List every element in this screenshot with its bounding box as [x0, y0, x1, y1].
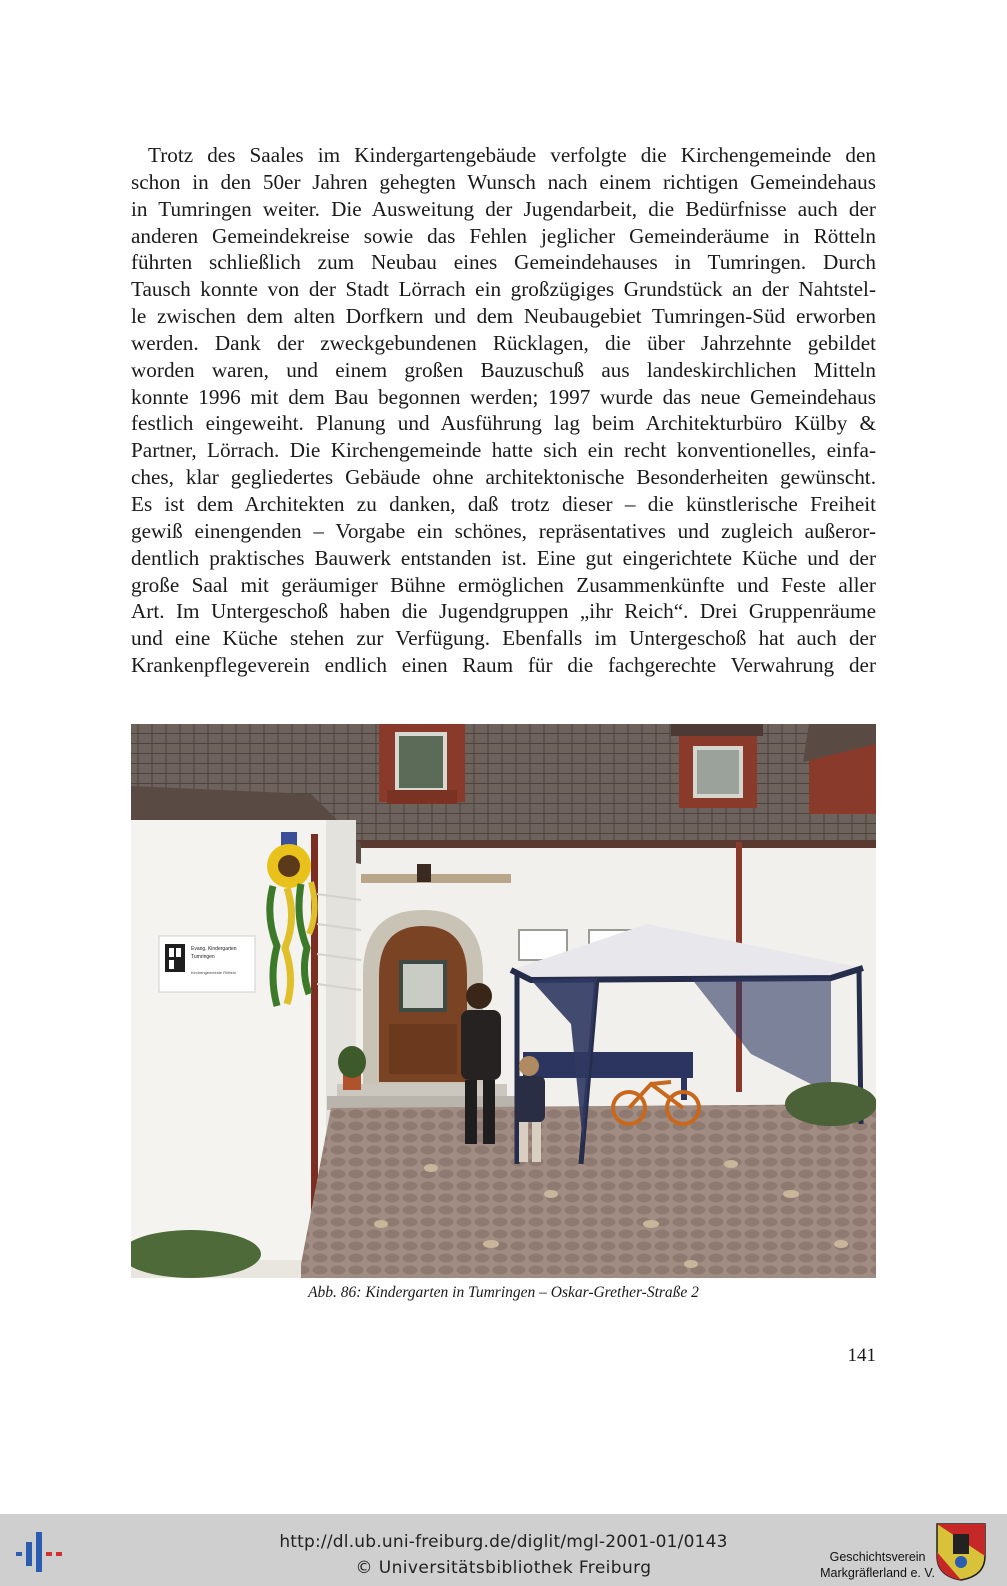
society-name	[820, 1549, 935, 1581]
body-text-line: dentlich praktisches Bauwerk entstanden ist. Eine gut eingerichtete Küche und der	[131, 545, 876, 570]
body-text-line: werden. Dank der zweckgebundenen Rücklagen, die über Jahrzehnte gebildet	[131, 330, 876, 355]
sign-text-line-3: Kirchengemeinde Rötteln	[191, 970, 236, 975]
body-text-line: schon in den 50er Jahren gehegten Wunsch nach einem richtigen Gemeindehaus	[131, 169, 876, 194]
body-text-line: gewiß einengenden – Vorgabe ein schönes, repräsentatives und zugleich außeror-	[131, 518, 876, 543]
society-name-line-2: Markgräflerland e. V.	[820, 1566, 935, 1580]
body-text-line: ches, klar gegliedertes Gebäude ohne architektonische Besonderheiten gewünscht.	[131, 465, 876, 490]
body-text-line: in Tumringen weiter. Die Ausweitung der Jugendarbeit, die Bedürfnisse auch der	[131, 196, 876, 221]
sign-text-line-2: Tumringen	[191, 954, 215, 960]
kindergarten-illustration	[131, 724, 876, 1278]
body-text	[131, 142, 876, 679]
body-text-line: anderen Gemeindekreise sowie das Fehlen jeglicher Gemeinderäume in Rötteln	[131, 223, 876, 248]
sign-text-line-1: Evang. Kindergarten	[191, 946, 237, 952]
coat-of-arms-icon	[935, 1522, 987, 1582]
page-number: 141	[847, 1345, 876, 1366]
body-text-line: Trotz des Saales im Kindergartengebäude verfolgte die Kirchengemeinde den	[148, 143, 876, 167]
digitization-footer	[0, 1514, 1007, 1586]
body-text-line: Partner, Lörrach. Die Kirchengemeinde hatte sich ein recht konventionelles, einfa-	[131, 438, 876, 463]
society-name-line-1: Geschichtsverein	[829, 1550, 926, 1564]
figure-caption: Abb. 86: Kindergarten in Tumringen – Oskar-Grether-Straße 2	[308, 1284, 699, 1301]
body-text-line: festlich eingeweiht. Planung und Ausführung lag beim Architekturbüro Külby &	[131, 411, 876, 436]
body-text-line: konnte 1996 mit dem Bau begonnen werden; 1997 wurde das neue Gemeindehaus	[131, 384, 876, 409]
permalink-url[interactable]: http://dl.ub.uni-freiburg.de/diglit/mgl-2001-01/0143	[279, 1532, 728, 1552]
body-text-line: le zwischen dem alten Dorfkern und dem Neubaugebiet Tumringen-Süd erworben	[131, 304, 876, 329]
copyright-notice: © Universitätsbibliothek Freiburg	[355, 1558, 652, 1578]
body-text-line: große Saal mit geräumiger Bühne ermöglichen Zusammenkünfte und Feste aller	[131, 572, 876, 597]
body-text-line: Tausch konnte von der Stadt Lörrach ein großzügiges Grundstück an der Nahtstel-	[131, 277, 876, 302]
kindergarten-photo	[131, 724, 876, 1278]
body-text-line: und eine Küche stehen zur Verfügung. Ebenfalls im Untergeschoß hat auch der	[131, 626, 876, 651]
body-text-line: Krankenpflegeverein endlich einen Raum für die fachgerechte Verwahrung der	[131, 653, 876, 678]
body-text-line: Art. Im Untergeschoß haben die Jugendgruppen „ihr Reich“. Drei Gruppenräume	[131, 599, 876, 624]
body-text-line: Es ist dem Architekten zu danken, daß trotz dieser – die künstlerische Freiheit	[131, 491, 876, 516]
body-text-line: worden waren, und einem großen Bauzuschuß aus landeskirchlichen Mitteln	[131, 357, 876, 382]
body-text-line: führten schließlich zum Neubau eines Gemeindehauses in Tumringen. Durch	[131, 250, 876, 275]
